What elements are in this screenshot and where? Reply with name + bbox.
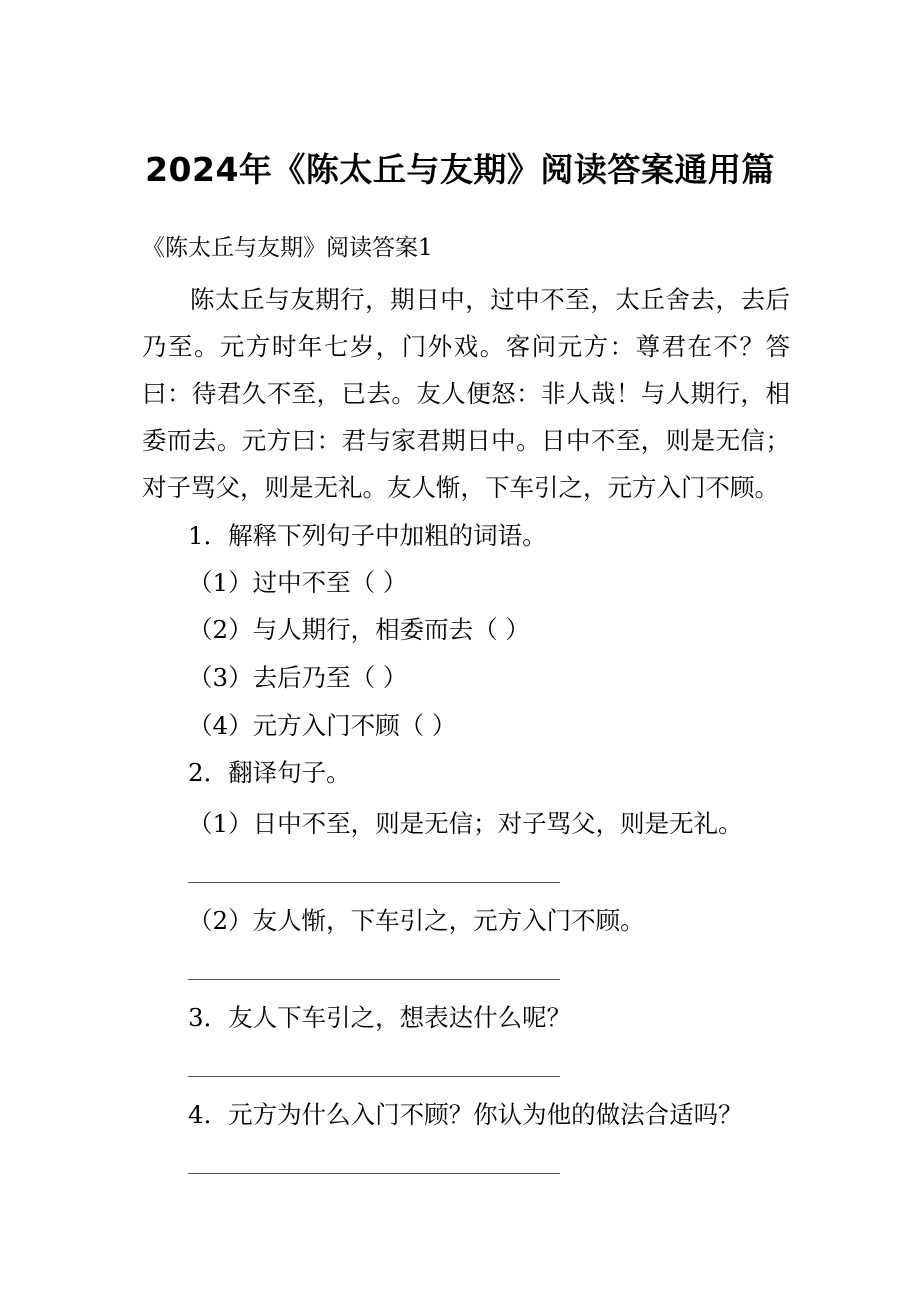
answer-blank-line xyxy=(188,1173,560,1174)
question-4-prompt: 4．元方为什么入门不顾？你认为他的做法合适吗？ xyxy=(188,1100,743,1129)
answer-blank-line xyxy=(188,882,560,883)
question-1-item: （3）去后乃至（ ） xyxy=(188,663,408,692)
question-1-item: （4）元方入门不顾（ ） xyxy=(188,711,457,740)
question-1-item: （1）过中不至（ ） xyxy=(188,568,408,597)
question-2-prompt: 2．翻译句子。 xyxy=(188,758,351,787)
section-heading: 《陈太丘与友期》阅读答案1 xyxy=(142,235,433,261)
question-1-prompt: 1．解释下列句子中加粗的词语。 xyxy=(188,521,547,550)
question-3-prompt: 3．友人下车引之，想表达什么呢？ xyxy=(188,1003,572,1032)
question-1-item: （2）与人期行，相委而去（ ） xyxy=(188,615,530,644)
answer-blank-line xyxy=(188,1076,560,1077)
question-2-item: （1）日中不至，则是无信；对子骂父，则是无礼。 xyxy=(188,809,743,838)
page-title: 2024年《陈太丘与友期》阅读答案通用篇 xyxy=(145,150,775,189)
passage-text: 陈太丘与友期行，期日中，过中不至，太丘舍去，去后乃至。元方时年七岁，门外戏。客问元方：尊君在不？答曰：待君久不至，已去。友人便怒：非人哉！与人期行，相委而去。元方曰：君与家君期日中。日中不至，则是无信；对子骂父，则是无礼。友人惭，下车引之，元方入门不顾。 xyxy=(142,285,790,502)
answer-blank-line xyxy=(188,979,560,980)
question-2-item: （2）友人惭，下车引之，元方入门不顾。 xyxy=(188,906,645,935)
